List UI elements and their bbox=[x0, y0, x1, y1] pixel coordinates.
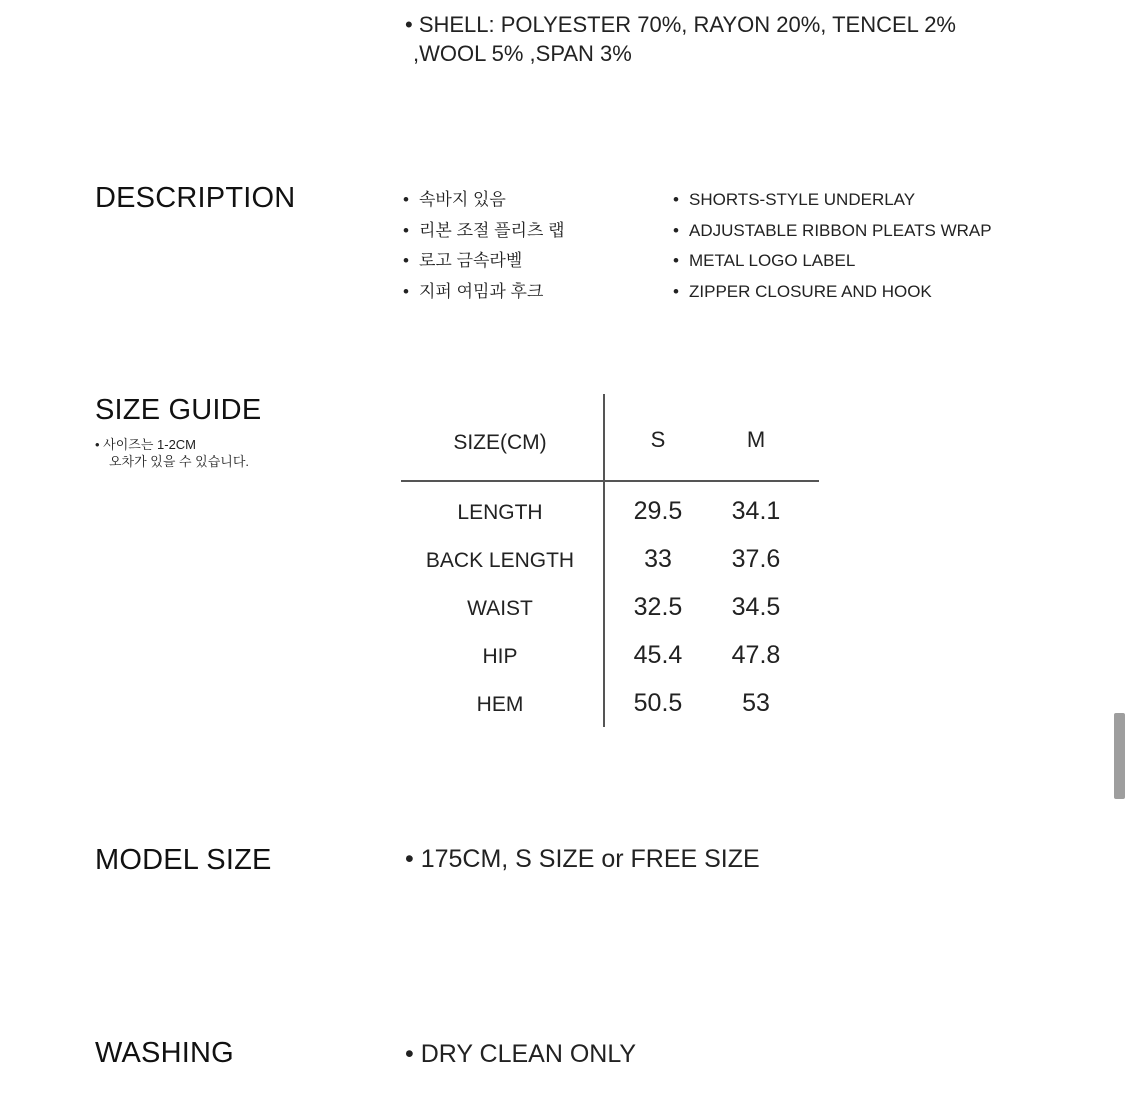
fabric-composition bbox=[405, 10, 956, 68]
size-guide-title: SIZE GUIDE bbox=[95, 394, 262, 426]
description-item-ko: 속바지 있음 bbox=[419, 190, 506, 209]
row-label: LENGTH bbox=[457, 501, 543, 524]
description-list-korean bbox=[403, 187, 565, 309]
row-value-m: 34.5 bbox=[731, 593, 781, 621]
bullet: • bbox=[403, 220, 409, 240]
model-size-title: MODEL SIZE bbox=[95, 844, 272, 876]
row-value-s: 33 bbox=[644, 545, 672, 573]
description-item-ko: 지퍼 여밈과 후크 bbox=[419, 281, 544, 301]
model-size-value: • 175CM, S SIZE or FREE SIZE bbox=[405, 845, 760, 873]
row-value-m: 53 bbox=[742, 689, 770, 717]
list-item bbox=[403, 248, 565, 279]
size-note-line-2: 오차가 있을 수 있습니다. bbox=[109, 454, 250, 469]
size-guide-note bbox=[95, 436, 249, 470]
row-value-m: 47.8 bbox=[731, 641, 781, 669]
bullet: • bbox=[403, 190, 409, 209]
description-item-en: SHORTS-STYLE UNDERLAY bbox=[689, 190, 916, 209]
fabric-line-1: • SHELL: POLYESTER 70%, RAYON 20%, TENCEL 2% bbox=[405, 12, 956, 37]
description-item-en: ZIPPER CLOSURE AND HOOK bbox=[689, 281, 932, 301]
row-label: BACK LENGTH bbox=[425, 549, 575, 572]
table-header-label: SIZE(CM) bbox=[453, 431, 547, 454]
list-item bbox=[403, 187, 565, 218]
bullet: • bbox=[673, 220, 679, 240]
description-item-ko: 로고 금속라벨 bbox=[419, 251, 523, 270]
table-header-s: S bbox=[650, 427, 666, 452]
washing-value: • DRY CLEAN ONLY bbox=[405, 1040, 637, 1068]
description-item-ko: 리본 조절 플리츠 랩 bbox=[419, 220, 565, 240]
list-item bbox=[673, 218, 992, 249]
list-item bbox=[673, 248, 992, 279]
row-value-s: 29.5 bbox=[633, 497, 683, 525]
row-value-s: 50.5 bbox=[633, 689, 683, 717]
description-title: DESCRIPTION bbox=[95, 182, 296, 214]
row-value-m: 37.6 bbox=[731, 545, 781, 573]
list-item bbox=[673, 187, 992, 218]
bullet: • bbox=[673, 281, 679, 301]
description-list-english bbox=[673, 187, 992, 309]
row-value-m: 34.1 bbox=[731, 497, 781, 525]
description-item-en: ADJUSTABLE RIBBON PLEATS WRAP bbox=[689, 220, 992, 240]
table-header-m: M bbox=[746, 427, 766, 452]
fabric-line-2: ,WOOL 5% ,SPAN 3% bbox=[413, 41, 632, 66]
bullet: • bbox=[403, 251, 409, 270]
scrollbar-thumb[interactable] bbox=[1114, 713, 1125, 799]
row-value-s: 32.5 bbox=[633, 593, 683, 621]
table-column-divider bbox=[603, 394, 605, 727]
row-value-s: 45.4 bbox=[633, 641, 683, 669]
list-item bbox=[403, 218, 565, 249]
description-item-en: METAL LOGO LABEL bbox=[689, 251, 856, 270]
row-label: HEM bbox=[476, 693, 524, 716]
washing-title: WASHING bbox=[95, 1037, 234, 1069]
bullet: • bbox=[673, 251, 679, 270]
bullet: • bbox=[403, 281, 409, 301]
list-item bbox=[403, 279, 565, 310]
row-label: HIP bbox=[482, 645, 518, 668]
list-item bbox=[673, 279, 992, 310]
row-label: WAIST bbox=[467, 597, 533, 620]
bullet: • bbox=[673, 190, 679, 209]
table-header-divider bbox=[401, 480, 819, 482]
size-note-line-1: • 사이즈는 1-2CM bbox=[95, 437, 197, 452]
